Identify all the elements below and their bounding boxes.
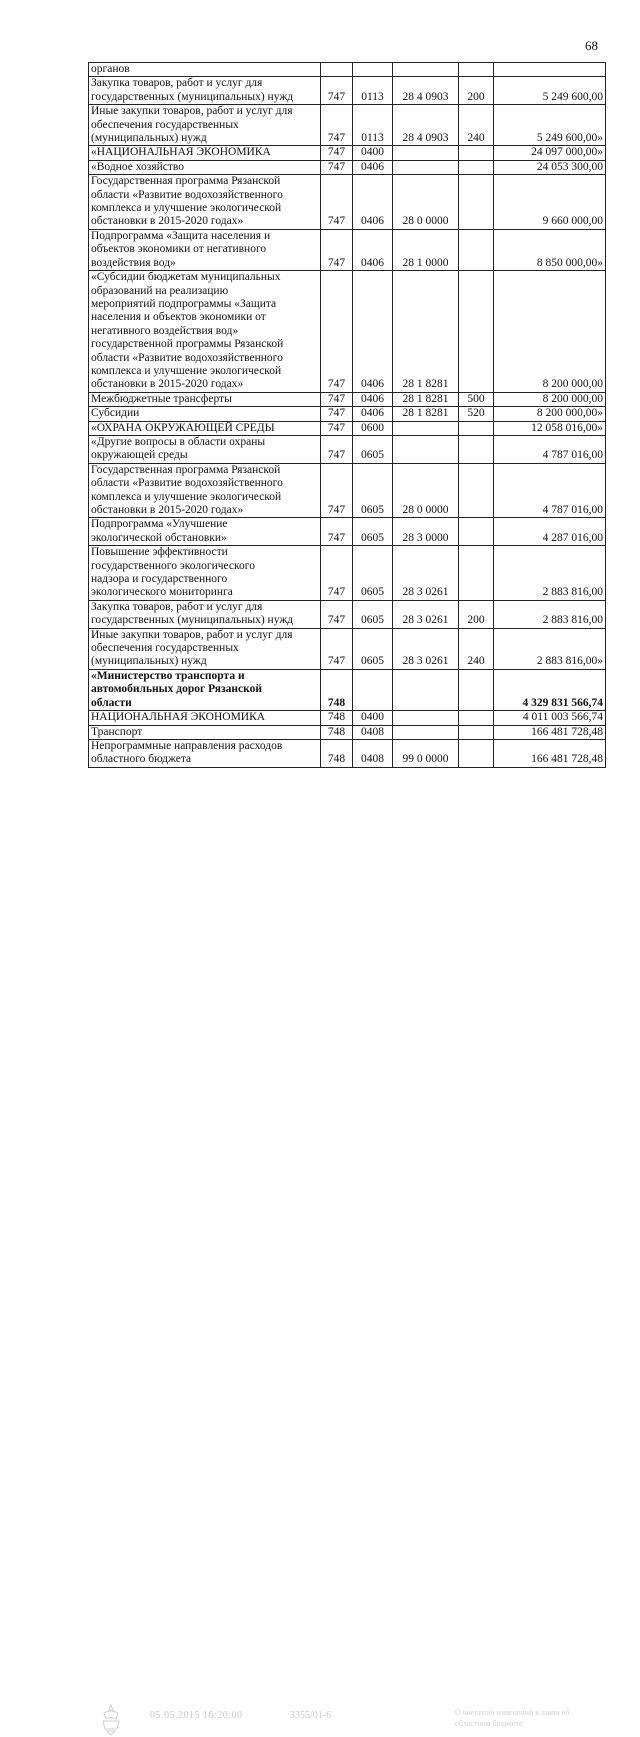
table-row — [89, 518, 606, 546]
row-ved-code: 747 — [321, 229, 353, 270]
table-row — [89, 725, 606, 739]
table-row — [89, 175, 606, 230]
table-row — [89, 628, 606, 669]
row-amount: 4 787 016,00 — [494, 463, 606, 518]
row-expense-type — [459, 160, 494, 174]
table-row — [89, 421, 606, 435]
row-expense-type: 500 — [459, 392, 494, 406]
row-name: Государственная программа Рязанской области «Развитие водохозяйственного комплекса и улучшение экологической обстановки в 2015-2020 годах» — [89, 175, 321, 230]
row-target-code: 99 0 0000 — [393, 739, 459, 767]
table-row — [89, 105, 606, 146]
row-target-code — [393, 711, 459, 725]
footer-code: 3355/01-6 — [290, 1710, 332, 1721]
row-section-code: 0406 — [353, 392, 393, 406]
row-expense-type — [459, 546, 494, 601]
row-ved-code: 747 — [321, 421, 353, 435]
row-expense-type — [459, 146, 494, 160]
row-amount: 4 011 003 566,74 — [494, 711, 606, 725]
row-amount: 8 200 000,00 — [494, 392, 606, 406]
row-ved-code: 747 — [321, 105, 353, 146]
row-name: Подпрограмма «Защита населения и объектов экономики от негативного воздействия вод» — [89, 229, 321, 270]
row-name: Закупка товаров, работ и услуг для государственных (муниципальных) нужд — [89, 77, 321, 105]
row-name: Государственная программа Рязанской области «Развитие водохозяйственного комплекса и улучшение экологической обстановки в 2015-2020 годах» — [89, 463, 321, 518]
row-amount: 12 058 016,00» — [494, 421, 606, 435]
row-ved-code: 747 — [321, 175, 353, 230]
footer — [0, 853, 640, 1728]
row-target-code — [393, 669, 459, 710]
row-amount: 8 850 000,00» — [494, 229, 606, 270]
row-name: Межбюджетные трансферты — [89, 392, 321, 406]
footer-date: 05.05.2015 16:20:00 — [150, 1710, 243, 1721]
row-amount: 24 053 300,00 — [494, 160, 606, 174]
row-section-code: 0408 — [353, 739, 393, 767]
row-target-code: 28 3 0261 — [393, 546, 459, 601]
row-name: органов — [89, 63, 321, 77]
row-name: «Министерство транспорта и автомобильных дорог Рязанской области — [89, 669, 321, 710]
row-amount: 4 329 831 566,74 — [494, 669, 606, 710]
row-name: Подпрограмма «Улучшение экологической обстановки» — [89, 518, 321, 546]
table-row — [89, 146, 606, 160]
row-name: Транспорт — [89, 725, 321, 739]
row-expense-type — [459, 463, 494, 518]
table-row — [89, 669, 606, 710]
row-section-code: 0406 — [353, 271, 393, 393]
row-amount: 4 287 016,00 — [494, 518, 606, 546]
row-expense-type — [459, 518, 494, 546]
row-amount: 2 883 816,00» — [494, 628, 606, 669]
row-ved-code: 748 — [321, 669, 353, 710]
row-section-code — [353, 669, 393, 710]
row-expense-type: 200 — [459, 77, 494, 105]
row-name: Закупка товаров, работ и услуг для государственных (муниципальных) нужд — [89, 600, 321, 628]
row-ved-code: 747 — [321, 463, 353, 518]
row-section-code: 0406 — [353, 160, 393, 174]
row-amount: 2 883 816,00 — [494, 600, 606, 628]
row-expense-type — [459, 669, 494, 710]
row-amount — [494, 63, 606, 77]
row-section-code: 0406 — [353, 407, 393, 421]
row-name: Иные закупки товаров, работ и услуг для обеспечения государственных (муниципальных) нужд — [89, 628, 321, 669]
row-section-code: 0605 — [353, 628, 393, 669]
row-target-code: 28 1 8281 — [393, 407, 459, 421]
seal-icon — [98, 1703, 124, 1737]
row-expense-type — [459, 435, 494, 463]
row-target-code: 28 1 0000 — [393, 229, 459, 270]
row-target-code: 28 4 0903 — [393, 105, 459, 146]
row-ved-code: 748 — [321, 725, 353, 739]
row-name: Непрограммные направления расходов областного бюджета — [89, 739, 321, 767]
row-expense-type: 520 — [459, 407, 494, 421]
row-ved-code: 747 — [321, 77, 353, 105]
row-ved-code: 747 — [321, 600, 353, 628]
row-name: «Субсидии бюджетам муниципальных образований на реализацию мероприятий подпрограммы «Защита населения и объектов экономики от негативного воздействия вод» государственной программы Рязанской области «Развитие водохозяйственного комплекса и улучшение экологической обстановки в 2015-2020 годах» — [89, 271, 321, 393]
row-section-code: 0406 — [353, 175, 393, 230]
row-ved-code: 747 — [321, 518, 353, 546]
table-row — [89, 600, 606, 628]
table-row — [89, 160, 606, 174]
row-section-code: 0113 — [353, 105, 393, 146]
row-ved-code: 747 — [321, 160, 353, 174]
row-target-code — [393, 421, 459, 435]
table-row — [89, 229, 606, 270]
row-target-code: 28 1 8281 — [393, 392, 459, 406]
row-expense-type — [459, 63, 494, 77]
row-target-code: 28 0 0000 — [393, 463, 459, 518]
row-expense-type — [459, 739, 494, 767]
row-target-code: 28 4 0903 — [393, 77, 459, 105]
row-expense-type — [459, 229, 494, 270]
row-target-code: 28 3 0261 — [393, 628, 459, 669]
row-section-code: 0605 — [353, 463, 393, 518]
row-amount: 5 249 600,00 — [494, 77, 606, 105]
row-name: Субсидии — [89, 407, 321, 421]
row-amount: 4 787 016,00 — [494, 435, 606, 463]
table-row — [89, 63, 606, 77]
row-amount: 5 249 600,00» — [494, 105, 606, 146]
row-amount: 24 097 000,00» — [494, 146, 606, 160]
row-section-code: 0400 — [353, 146, 393, 160]
row-expense-type — [459, 725, 494, 739]
row-name: «Водное хозяйство — [89, 160, 321, 174]
row-amount: 8 200 000,00 — [494, 271, 606, 393]
row-ved-code: 747 — [321, 146, 353, 160]
row-amount: 166 481 728,48 — [494, 739, 606, 767]
row-target-code — [393, 725, 459, 739]
row-amount: 8 200 000,00» — [494, 407, 606, 421]
row-target-code — [393, 435, 459, 463]
table-row — [89, 77, 606, 105]
table-row — [89, 435, 606, 463]
row-amount: 9 660 000,00 — [494, 175, 606, 230]
row-name: «ОХРАНА ОКРУЖАЮЩЕЙ СРЕДЫ — [89, 421, 321, 435]
row-section-code: 0408 — [353, 725, 393, 739]
row-expense-type: 240 — [459, 628, 494, 669]
row-expense-type: 200 — [459, 600, 494, 628]
row-ved-code: 747 — [321, 407, 353, 421]
row-section-code: 0605 — [353, 600, 393, 628]
row-section-code: 0600 — [353, 421, 393, 435]
table-row — [89, 546, 606, 601]
row-expense-type — [459, 175, 494, 230]
row-ved-code: 747 — [321, 546, 353, 601]
budget-table — [88, 62, 606, 768]
row-section-code: 0113 — [353, 77, 393, 105]
row-name: НАЦИОНАЛЬНАЯ ЭКОНОМИКА — [89, 711, 321, 725]
row-ved-code: 747 — [321, 392, 353, 406]
row-name: «Другие вопросы в области охраны окружающей среды — [89, 435, 321, 463]
page-number: 68 — [585, 38, 598, 53]
row-name: Иные закупки товаров, работ и услуг для обеспечения государственных (муниципальных) нужд — [89, 105, 321, 146]
row-amount: 166 481 728,48 — [494, 725, 606, 739]
row-target-code: 28 0 0000 — [393, 175, 459, 230]
row-section-code: 0605 — [353, 518, 393, 546]
row-amount: 2 883 816,00 — [494, 546, 606, 601]
table-row — [89, 271, 606, 393]
row-name: «НАЦИОНАЛЬНАЯ ЭКОНОМИКА — [89, 146, 321, 160]
row-section-code — [353, 63, 393, 77]
row-target-code: 28 1 8281 — [393, 271, 459, 393]
row-ved-code: 748 — [321, 711, 353, 725]
row-target-code — [393, 63, 459, 77]
footer-note: О внесении изменений в закон об областном бюджете — [455, 1708, 570, 1728]
row-expense-type: 240 — [459, 105, 494, 146]
row-expense-type — [459, 711, 494, 725]
row-section-code: 0406 — [353, 229, 393, 270]
row-target-code — [393, 146, 459, 160]
table-row — [89, 392, 606, 406]
row-expense-type — [459, 421, 494, 435]
table-row — [89, 463, 606, 518]
table-row — [89, 739, 606, 767]
row-expense-type — [459, 271, 494, 393]
row-section-code: 0605 — [353, 435, 393, 463]
row-name: Повышение эффективности государственного экологического надзора и государственного экологического мониторинга — [89, 546, 321, 601]
row-ved-code: 747 — [321, 628, 353, 669]
row-ved-code — [321, 63, 353, 77]
row-section-code: 0605 — [353, 546, 393, 601]
table-row — [89, 711, 606, 725]
row-ved-code: 747 — [321, 435, 353, 463]
row-target-code: 28 3 0261 — [393, 600, 459, 628]
table-row — [89, 407, 606, 421]
row-target-code: 28 3 0000 — [393, 518, 459, 546]
row-ved-code: 747 — [321, 271, 353, 393]
row-target-code — [393, 160, 459, 174]
row-section-code: 0400 — [353, 711, 393, 725]
row-ved-code: 748 — [321, 739, 353, 767]
